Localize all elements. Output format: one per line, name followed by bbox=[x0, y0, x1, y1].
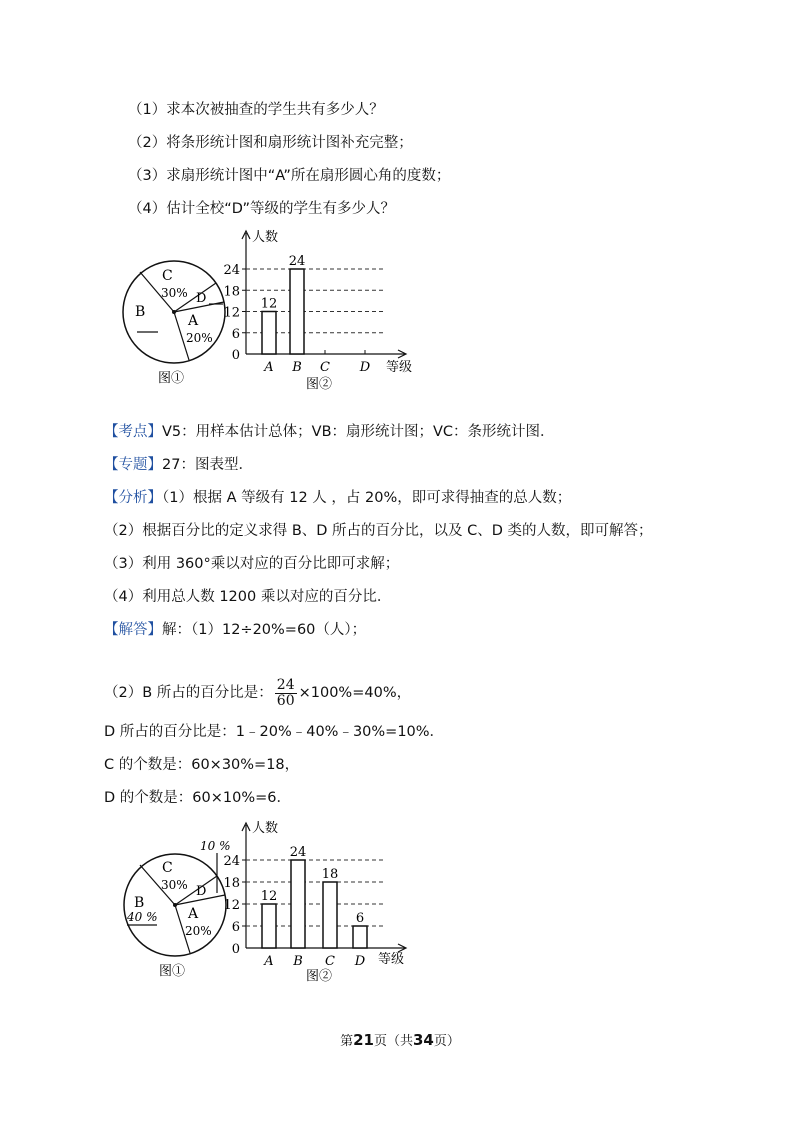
fenxi-line bbox=[104, 488, 571, 508]
bar-caption: 图② bbox=[306, 969, 333, 984]
fraction-numerator: 24 bbox=[276, 676, 295, 693]
y-axis-label: 人数 bbox=[252, 230, 279, 245]
y-tick-label: 12 bbox=[223, 898, 240, 913]
question-1: （1）求本次被抽查的学生共有多少人？ bbox=[128, 102, 384, 118]
zhuanti-line bbox=[104, 455, 253, 475]
y-tick-label: 18 bbox=[223, 876, 240, 891]
pie-label-c-pct: 30% bbox=[161, 286, 188, 300]
pie-label-d-pct: 10 % bbox=[200, 839, 231, 853]
fenxi-line-3: （3）利用 360°乘以对应的百分比即可求解； bbox=[104, 556, 400, 572]
jieda-line bbox=[104, 620, 366, 640]
y-tick-label: 6 bbox=[231, 920, 240, 935]
x-tick-label: C bbox=[320, 360, 330, 375]
kaodian-tag: 【考点】 bbox=[104, 424, 162, 440]
pie-label-b: B bbox=[135, 304, 146, 320]
kaodian-text: V5：用样本估计总体；VB：扇形统计图；VC：条形统计图． bbox=[162, 424, 555, 440]
solution-d-line: D 所占的百分比是：1﹣20%﹣40%﹣30%=10%． bbox=[104, 724, 445, 740]
page-number: 21 bbox=[353, 1031, 374, 1049]
fenxi-tag: 【分析】 bbox=[104, 490, 162, 506]
bar bbox=[353, 926, 367, 948]
pie-chart-2 bbox=[124, 839, 231, 956]
pie-label-c: C bbox=[162, 268, 173, 284]
fenxi-line-4: （4）利用总人数 1200 乘以对应的百分比． bbox=[104, 589, 392, 605]
jieda-text: 解：（1）12÷20%=60（人）； bbox=[162, 622, 367, 638]
figure-1 bbox=[115, 225, 425, 395]
x-tick-label: B bbox=[292, 360, 302, 375]
y-axis-label: 人数 bbox=[252, 821, 279, 836]
page-footer bbox=[0, 1030, 800, 1049]
bar-value-label: 12 bbox=[260, 889, 278, 904]
question-4: （4）估计全校“D”等级的学生有多少人？ bbox=[128, 201, 396, 217]
y-tick-label: 24 bbox=[223, 263, 240, 278]
fraction-denominator: 60 bbox=[276, 692, 295, 709]
pie-label-a-pct: 20% bbox=[185, 924, 212, 938]
fenxi-text: （1）根据 A 等级有 12 人 ，占 20%，即可求得抽查的总人数； bbox=[162, 490, 572, 506]
pie-label-b-pct: 40 % bbox=[127, 910, 158, 924]
zhuanti-tag: 【专题】 bbox=[104, 457, 162, 473]
x-axis-label: 等级 bbox=[386, 360, 413, 375]
kaodian-line bbox=[104, 422, 555, 442]
x-axis-label: 等级 bbox=[378, 952, 405, 967]
footer-suffix: 页） bbox=[433, 1034, 460, 1049]
bar-value-label: 24 bbox=[289, 845, 307, 860]
bar bbox=[291, 860, 305, 948]
solution-b-line bbox=[104, 675, 411, 711]
bar bbox=[323, 882, 337, 948]
bar-value-label: 18 bbox=[321, 867, 339, 882]
bar bbox=[290, 269, 304, 354]
fraction-24-60 bbox=[275, 678, 297, 709]
pie-label-d: D bbox=[196, 884, 207, 899]
x-tick-label: B bbox=[293, 954, 303, 969]
question-3: （3）求扇形统计图中“A”所在扇形圆心角的度数； bbox=[128, 168, 451, 184]
zhuanti-text: 27：图表型． bbox=[162, 457, 253, 473]
pie-label-a: A bbox=[188, 313, 199, 329]
solution-d-count-line: D 的个数是：60×10%=6． bbox=[104, 790, 291, 806]
bar bbox=[262, 904, 276, 948]
y-tick-label: 12 bbox=[223, 305, 240, 321]
x-tick-label: A bbox=[264, 360, 274, 375]
pie-label-a-pct: 20% bbox=[186, 331, 213, 345]
pie-label-c: C bbox=[162, 860, 173, 876]
bar bbox=[262, 312, 276, 355]
pie-label-d: D bbox=[196, 291, 207, 306]
y-tick-label: 18 bbox=[223, 284, 240, 300]
bar-value-label: 12 bbox=[260, 296, 278, 312]
bar-value-label: 24 bbox=[288, 254, 306, 269]
question-2: （2）将条形统计图和扇形统计图补充完整； bbox=[128, 135, 413, 151]
jieda-tag: 【解答】 bbox=[104, 622, 162, 638]
y-tick-label: 24 bbox=[223, 854, 240, 869]
bar-chart-2 bbox=[223, 820, 406, 984]
y-tick-label: 6 bbox=[231, 326, 240, 342]
solution-c-line: C 的个数是：60×30%=18， bbox=[104, 757, 300, 773]
solution-b-prefix: （2）B 所占的百分比是： bbox=[104, 685, 273, 701]
x-tick-label: D bbox=[354, 954, 366, 969]
pie-caption: 图① bbox=[159, 964, 186, 979]
page-total: 34 bbox=[413, 1031, 434, 1049]
pie-caption: 图① bbox=[158, 371, 185, 386]
footer-prefix: 第 bbox=[340, 1034, 354, 1049]
bar-caption: 图② bbox=[306, 377, 333, 392]
footer-middle: 页（共 bbox=[373, 1034, 413, 1049]
solution-b-suffix: ×100%=40%， bbox=[298, 685, 412, 701]
x-tick-label: C bbox=[325, 954, 335, 969]
y-tick-label: 0 bbox=[231, 942, 240, 957]
fenxi-line-2: （2）根据百分比的定义求得 B、D 所占的百分比，以及 C、D 类的人数，即可解答； bbox=[104, 523, 653, 539]
y-tick-label: 0 bbox=[231, 348, 240, 363]
bar-chart-1 bbox=[223, 229, 412, 392]
x-tick-label: A bbox=[264, 954, 274, 969]
figure-2 bbox=[115, 815, 425, 987]
pie-label-b: B bbox=[134, 895, 145, 911]
pie-label-a: A bbox=[188, 906, 199, 922]
pie-chart-1 bbox=[123, 261, 225, 363]
bar-value-label: 6 bbox=[355, 911, 365, 926]
pie-label-c-pct: 30% bbox=[161, 878, 188, 892]
x-tick-label: D bbox=[359, 360, 371, 375]
